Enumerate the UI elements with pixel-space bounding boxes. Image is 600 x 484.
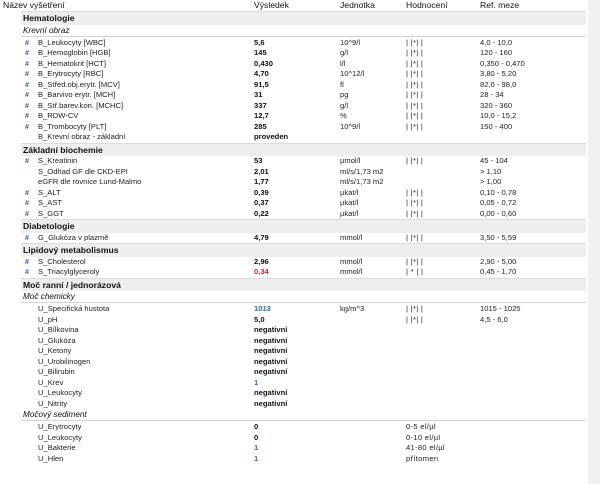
table-row: [21, 422, 586, 433]
test-name: eGFR dle rovnice Lund-Malmo: [38, 177, 142, 186]
table-row: [21, 132, 586, 143]
result-unit: µkat/l: [340, 208, 359, 218]
test-name: U_Bílkovina: [38, 325, 79, 334]
result-value: 0: [254, 422, 259, 431]
result-value: 0,430: [254, 58, 274, 68]
result-evaluation: | |*| |: [406, 232, 424, 242]
accredited-mark: #: [25, 256, 29, 266]
result-unit: mmol/l: [340, 267, 363, 276]
result-evaluation: | |*| |: [406, 304, 424, 313]
test-name: S_Triacylglyceroly: [38, 267, 100, 276]
result-evaluation: | |*| |: [406, 198, 424, 207]
table-row: [21, 367, 586, 378]
accredited-mark: #: [25, 69, 29, 78]
reference-range: 0,10 - 0,78: [480, 187, 517, 197]
table-row: [21, 167, 586, 178]
accredited-mark: #: [25, 48, 29, 57]
table-row: [21, 59, 586, 70]
result-value: 0,34: [254, 267, 269, 276]
result-value: 1: [254, 443, 259, 452]
test-name: U_Erytrocyty: [38, 422, 82, 431]
result-value: 337: [254, 100, 267, 110]
reference-range: > 1,10: [480, 166, 502, 176]
reference-range: 0,05 - 0,72: [480, 198, 517, 207]
result-unit: µmol/l: [340, 156, 361, 165]
result-value: 5,6: [254, 37, 265, 47]
accredited-mark: #: [25, 208, 29, 218]
results-table: [21, 11, 586, 464]
table-row: [21, 198, 586, 209]
result-value: negativní: [254, 335, 288, 345]
section-heading: Diabetologie: [21, 219, 586, 233]
result-value: negativní: [254, 346, 288, 355]
table-row: [21, 69, 586, 80]
test-name: B_Trombocyty [PLT]: [38, 121, 107, 131]
result-value: negativní: [254, 325, 288, 334]
result-unit: µkat/l: [340, 187, 359, 197]
subsection-heading: Krevní obraz: [21, 25, 586, 37]
header-unit: Jednotka: [340, 0, 375, 10]
result-evaluation: | |*| |: [406, 156, 424, 165]
test-name: B_Leukocyty [WBC]: [38, 37, 106, 47]
table-row: [21, 156, 586, 167]
table-row: [21, 399, 586, 410]
result-evaluation: přítomen: [406, 453, 439, 463]
test-name: B_Střed.obj.erytr. [MCV]: [38, 79, 120, 89]
reference-range: > 1,00: [480, 177, 502, 186]
reference-range: 82,0 - 98,0: [480, 79, 517, 89]
result-value: 0,37: [254, 198, 269, 207]
accredited-mark: #: [25, 90, 29, 99]
reference-range: 45 - 104: [480, 156, 508, 165]
table-row: [21, 177, 586, 188]
result-evaluation: | |*| |: [406, 121, 424, 131]
result-value: negativní: [254, 367, 288, 376]
table-header: [0, 0, 600, 11]
result-evaluation: | |*| |: [406, 256, 424, 266]
test-name: B_Erytrocyty [RBC]: [38, 69, 104, 78]
result-evaluation: | |*| |: [406, 100, 424, 110]
test-name: U_Urobilinogen: [38, 356, 91, 366]
result-value: 1,77: [254, 177, 269, 186]
reference-range: 0,00 - 0,60: [480, 208, 517, 218]
result-value: 2,01: [254, 166, 269, 176]
reference-range: 2,90 - 5,00: [480, 256, 517, 266]
result-unit: 10^9/l: [340, 121, 361, 131]
accredited-mark: #: [25, 58, 29, 68]
accredited-mark: #: [25, 79, 29, 89]
test-name: S_GGT: [38, 208, 64, 218]
test-name: S_AST: [38, 198, 63, 207]
section-heading: Základní biochemie: [21, 143, 586, 157]
test-name: G_Glukóza v plazmě: [38, 232, 109, 242]
test-name: B_Krevní obraz - základní: [38, 132, 126, 141]
reference-range: 3,50 - 5,59: [480, 232, 517, 242]
test-name: S_ALT: [38, 187, 61, 197]
table-row: [21, 209, 586, 220]
result-unit: mmol/l: [340, 232, 363, 242]
table-row: [21, 336, 586, 347]
accredited-mark: #: [25, 187, 29, 197]
test-name: U_Leukocyty: [38, 388, 82, 397]
reference-range: 10,0 - 15,2: [480, 111, 517, 120]
accredited-mark: #: [25, 121, 29, 131]
test-name: U_Glukóza: [38, 335, 76, 345]
section-heading: Moč ranní / jednorázová: [21, 278, 586, 292]
result-evaluation: | |*| |: [406, 111, 424, 120]
result-evaluation: 41-80 el/µl: [406, 443, 445, 452]
table-row: [21, 233, 586, 244]
result-value: negativní: [254, 356, 288, 366]
test-name: B_Stř.barev.kon. [MCHC]: [38, 100, 124, 110]
result-value: 53: [254, 156, 263, 165]
result-evaluation: | |*| |: [406, 69, 424, 78]
reference-range: 1015 - 1025: [480, 304, 521, 313]
result-unit: mmol/l: [340, 256, 363, 266]
reference-range: 120 - 160: [480, 48, 513, 57]
table-row: [21, 111, 586, 122]
result-unit: g/l: [340, 100, 349, 110]
result-value: 0,39: [254, 187, 269, 197]
reference-range: 0,45 - 1,70: [480, 267, 517, 276]
table-row: [21, 304, 586, 315]
result-unit: kg/m^3: [340, 304, 365, 313]
result-unit: g/l: [340, 48, 349, 57]
result-unit: ml/s/1,73 m2: [340, 177, 384, 186]
result-evaluation: | |*| |: [406, 314, 424, 324]
table-row: [21, 357, 586, 368]
table-row: [21, 378, 586, 389]
result-evaluation: | |*| |: [406, 58, 424, 68]
test-name: B_Hematokrit [HCT]: [38, 58, 106, 68]
result-value: 0: [254, 432, 259, 442]
accredited-mark: #: [25, 198, 29, 207]
result-evaluation: | |*| |: [406, 187, 424, 197]
reference-range: 320 - 360: [480, 100, 513, 110]
result-value: 91,5: [254, 79, 269, 89]
result-value: negativní: [254, 388, 288, 397]
test-name: U_pH: [38, 314, 58, 324]
result-unit: l/l: [340, 58, 346, 68]
result-value: negativní: [254, 398, 288, 408]
test-name: U_Bakterie: [38, 443, 76, 452]
table-row: [21, 346, 586, 357]
result-evaluation: | |*| |: [406, 208, 424, 218]
table-row: [21, 188, 586, 199]
test-name: U_Nitrity: [38, 398, 68, 408]
result-value: 2,96: [254, 256, 269, 266]
result-evaluation: | * | |: [406, 267, 424, 276]
result-evaluation: | |*| |: [406, 48, 424, 57]
header-ref: Ref. meze: [480, 0, 520, 10]
test-name: U_Hlen: [38, 453, 64, 463]
header-eval: Hodnocení: [406, 0, 448, 10]
result-evaluation: 0-10 el/µl: [406, 432, 441, 442]
table-row: [21, 48, 586, 59]
result-evaluation: | |*| |: [406, 37, 424, 47]
test-name: U_Bilirubin: [38, 367, 75, 376]
result-value: 12,7: [254, 111, 269, 120]
test-name: S_Kreatinin: [38, 156, 78, 165]
result-unit: %: [340, 111, 347, 120]
result-value: 5,0: [254, 314, 265, 324]
table-row: [21, 388, 586, 399]
result-unit: fl: [340, 79, 344, 89]
result-unit: 10^9/l: [340, 37, 361, 47]
table-row: [21, 454, 586, 465]
result-value: 4,79: [254, 232, 269, 242]
scrollbar-track[interactable]: [588, 0, 600, 484]
result-unit: pg: [340, 90, 349, 99]
section-heading: Hematologie: [21, 11, 586, 25]
accredited-mark: #: [25, 267, 29, 276]
table-row: [21, 38, 586, 49]
result-value: 285: [254, 121, 267, 131]
accredited-mark: #: [25, 232, 29, 242]
result-value: 145: [254, 48, 267, 57]
test-name: U_Leukocyty: [38, 432, 82, 442]
result-evaluation: | |*| |: [406, 90, 424, 99]
test-name: B_Barvivo erytr. [MCH]: [38, 90, 116, 99]
table-row: [21, 122, 586, 133]
result-value: 4,70: [254, 69, 269, 78]
table-row: [21, 443, 586, 454]
test-name: S_Cholesterol: [38, 256, 86, 266]
reference-range: 28 - 34: [480, 90, 504, 99]
test-name: U_Ketony: [38, 346, 72, 355]
test-name: U_Specifická hustota: [38, 304, 110, 313]
accredited-mark: #: [25, 37, 29, 47]
result-unit: µkat/l: [340, 198, 359, 207]
table-row: [21, 315, 586, 326]
result-value: proveden: [254, 132, 289, 141]
result-value: 1: [254, 453, 259, 463]
reference-range: 150 - 400: [480, 121, 513, 131]
test-name: S_Odhad GF dle CKD-EPI: [38, 166, 128, 176]
result-value: 31: [254, 90, 263, 99]
reference-range: 4,0 - 10,0: [480, 37, 513, 47]
table-row: [21, 80, 586, 91]
reference-range: 0,350 - 0,470: [480, 58, 525, 68]
table-row: [21, 257, 586, 268]
subsection-heading: Moč chemicky: [21, 291, 586, 303]
result-evaluation: 0-5 el/µl: [406, 422, 436, 431]
result-evaluation: | |*| |: [406, 79, 424, 89]
accredited-mark: #: [25, 156, 29, 165]
table-row: [21, 325, 586, 336]
reference-range: 4,5 - 6,0: [480, 314, 508, 324]
section-heading: Lipidový metabolismus: [21, 243, 586, 257]
accredited-mark: #: [25, 111, 29, 120]
table-row: [21, 90, 586, 101]
table-row: [21, 101, 586, 112]
header-name: Název vyšetření: [3, 0, 65, 10]
table-row: [21, 267, 586, 278]
accredited-mark: #: [25, 100, 29, 110]
table-row: [21, 433, 586, 444]
result-unit: 10^12/l: [340, 69, 365, 78]
result-unit: ml/s/1,73 m2: [340, 166, 384, 176]
result-value: 1: [254, 377, 259, 387]
subsection-heading: Močový sediment: [21, 409, 586, 421]
header-result: Výsledek: [254, 0, 289, 10]
test-name: B_RDW-CV: [38, 111, 79, 120]
result-value: 1013: [254, 304, 271, 313]
result-value: 0,22: [254, 208, 269, 218]
reference-range: 3,80 - 5,20: [480, 69, 517, 78]
test-name: B_Hemoglobin [HGB]: [38, 48, 111, 57]
test-name: U_Krev: [38, 377, 64, 387]
